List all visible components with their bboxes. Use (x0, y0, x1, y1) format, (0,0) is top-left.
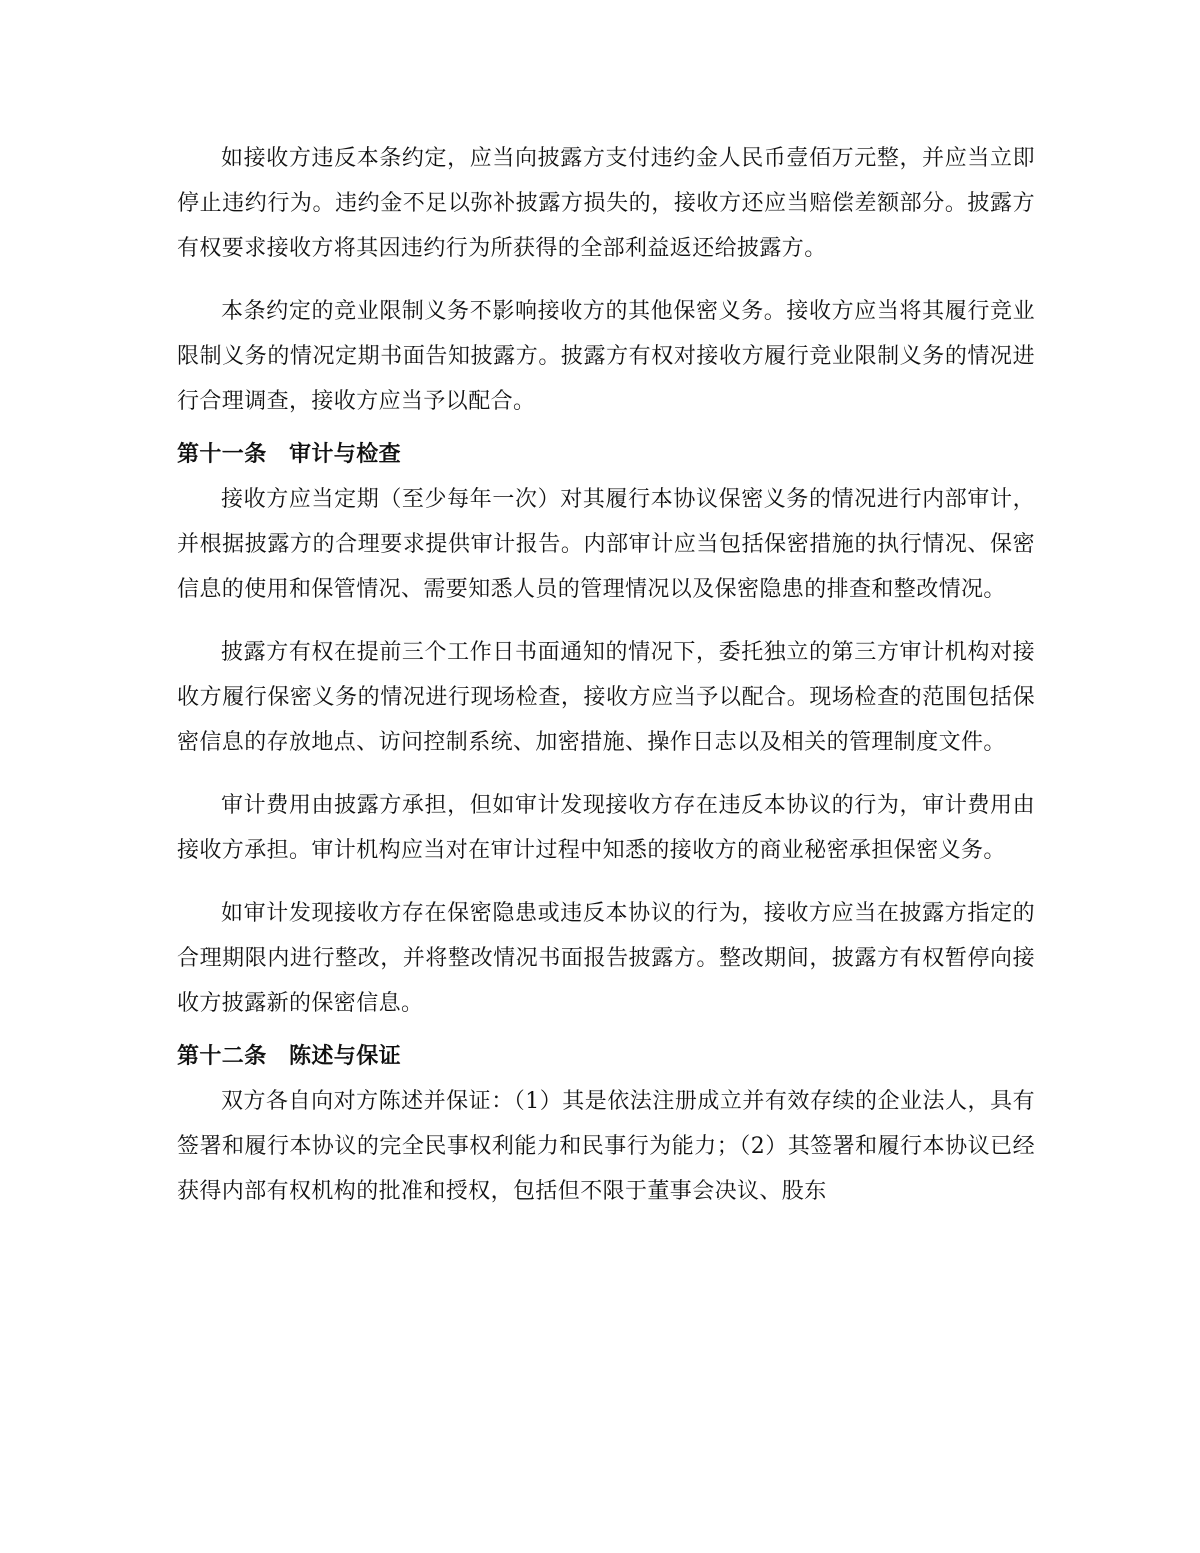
article-11-paragraph: 接收方应当定期（至少每年一次）对其履行本协议保密义务的情况进行内部审计，并根据披露方的合理要求提供审计报告。内部审计应当包括保密措施的执行情况、保密信息的使用和保管情况、需要知悉人员的管理情况以及保密隐患的排查和整改情况。 (177, 487, 1035, 602)
document-body (177, 136, 1035, 1214)
paragraph-penalty: 如接收方违反本条约定，应当向披露方支付违约金人民币壹佰万元整，并应当立即停止违约行为。违约金不足以弥补披露方损失的，接收方还应当赔偿差额部分。披露方有权要求接收方将其因违约行为所获得的全部利益返还给披露方。 (177, 146, 1035, 261)
paragraph-non-compete: 本条约定的竞业限制义务不影响接收方的其他保密义务。接收方应当将其履行竞业限制义务的情况定期书面告知披露方。披露方有权对接收方履行竞业限制义务的情况进行合理调查，接收方应当予以配合。 (177, 299, 1035, 414)
article-11-paragraph: 审计费用由披露方承担，但如审计发现接收方存在违反本协议的行为，审计费用由接收方承担。审计机构应当对在审计过程中知悉的接收方的商业秘密承担保密义务。 (177, 793, 1035, 863)
article-11-heading: 第十一条 审计与检查 (177, 442, 402, 467)
article-11-paragraph: 披露方有权在提前三个工作日书面通知的情况下，委托独立的第三方审计机构对接收方履行保密义务的情况进行现场检查，接收方应当予以配合。现场检查的范围包括保密信息的存放地点、访问控制系统、加密措施、操作日志以及相关的管理制度文件。 (177, 640, 1035, 755)
article-12-heading: 第十二条 陈述与保证 (177, 1044, 402, 1069)
article-11-paragraph: 如审计发现接收方存在保密隐患或违反本协议的行为，接收方应当在披露方指定的合理期限内进行整改，并将整改情况书面报告披露方。整改期间，披露方有权暂停向接收方披露新的保密信息。 (177, 901, 1035, 1016)
article-12-paragraph: 双方各自向对方陈述并保证：（1）其是依法注册成立并有效存续的企业法人，具有签署和履行本协议的完全民事权利能力和民事行为能力；（2）其签署和履行本协议已经获得内部有权机构的批准和授权，包括但不限于董事会决议、股东 (177, 1089, 1035, 1204)
